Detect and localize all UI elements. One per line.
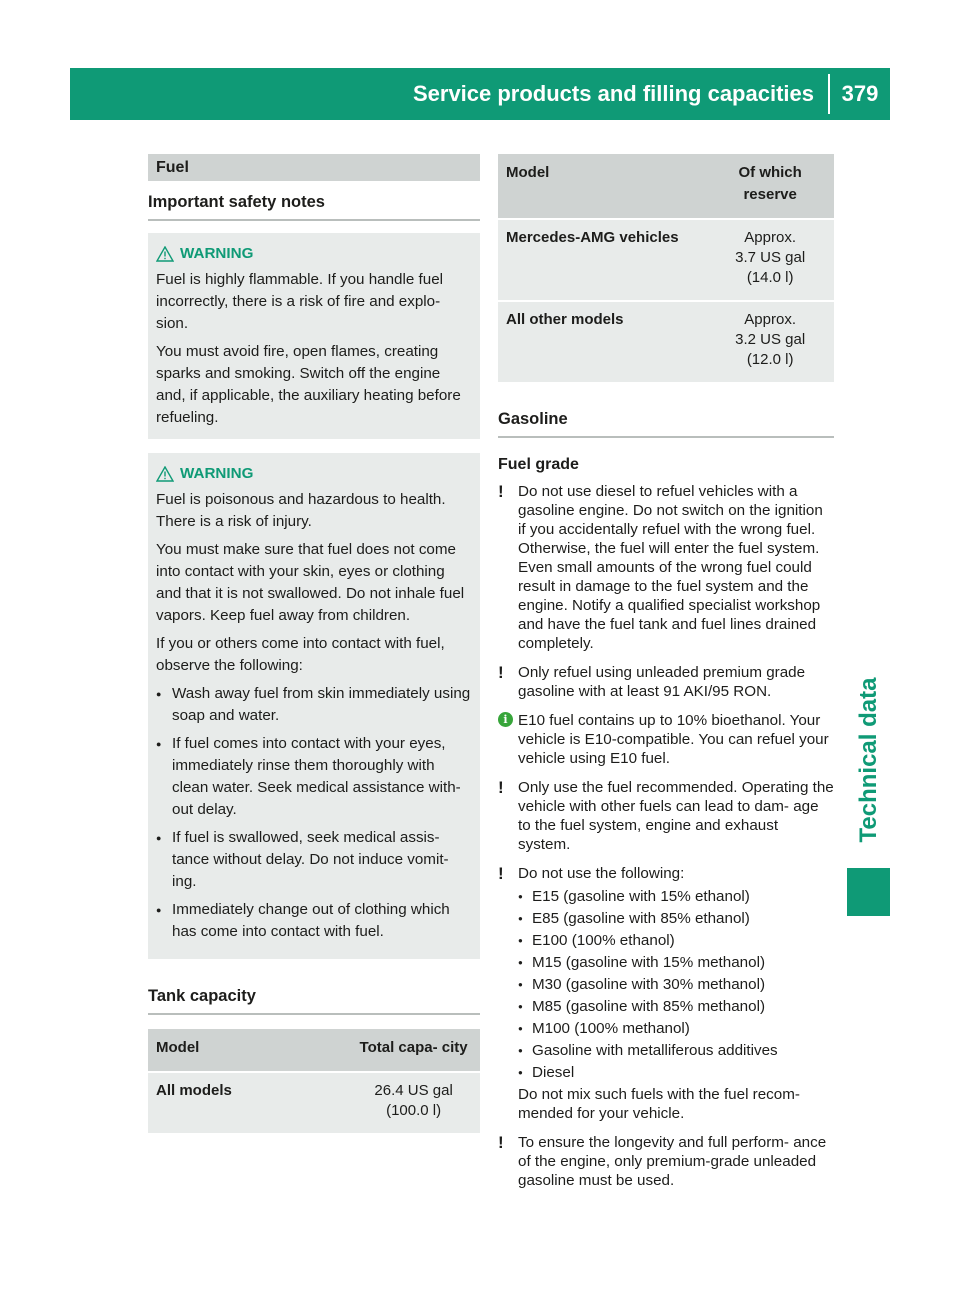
exclamation-icon: ! [498,778,504,797]
warning-text: Fuel is highly flammable. If you handle fuel incorrectly, there is a risk of fire and explo- sion. [156,271,444,332]
notice-text: Only use the fuel recommended. Operating the vehicle with other fuels can lead to dam- age to the fuel system, engine and exhaust system. [518,779,834,853]
column-header-reserve: Of which reserve [706,154,834,218]
exclamation-icon: ! [498,864,504,883]
warning-text: You must avoid fire, open flames, creating sparks and smoking. Switch off the engine and, if applicable, the auxiliary heating before refueling. [156,343,461,426]
value-us-gal: 26.4 US gal [374,1082,453,1099]
tank-capacity-table [148,1027,480,1135]
info-icon: i [498,712,513,727]
list-item: ● M30 (gasoline with 30% methanol) [518,975,834,994]
notice-text: To ensure the longevity and full perform- ance of the engine, only premium-grade unleaded gasoline must be used. [518,1134,827,1189]
section-title: Fuel [148,154,480,181]
value-liters: (14.0 l) [746,269,794,286]
list-item: ● Gasoline with metalliferous additives [518,1041,834,1060]
side-tab [847,640,890,880]
notice-text: Do not use the following: [518,865,685,882]
warning-triangle-icon [156,246,174,262]
row-label: All models [148,1073,347,1133]
column-header-total-capacity: Total capa- city [347,1029,480,1071]
column-header-model: Model [498,154,706,218]
right-column [498,154,834,1200]
exclamation-icon: ! [498,1133,504,1152]
warning-text: If you or others come into contact with fuel, observe the following: [156,635,445,674]
notice-text: Do not mix such fuels with the fuel recom- mended for your vehicle. [518,1086,800,1122]
first-aid-list [156,683,472,943]
warning-label: WARNING [180,465,254,482]
warning-box-poisonous [148,453,480,959]
reserve-table [498,152,834,384]
table-header-row [498,154,834,218]
notice-item [498,778,834,854]
header-title: Service products and filling capacities [412,81,814,106]
row-label: All other models [498,302,706,382]
list-item: ● Immediately change out of clothing which has come into contact with fuel. [156,899,472,943]
prohibited-fuels-list [518,887,834,1082]
notice-item [498,663,834,701]
column-header-model: Model [148,1029,347,1071]
exclamation-icon: ! [498,482,504,501]
info-text: E10 fuel contains up to 10% bioethanol. Your vehicle is E10-compatible. You can refuel your vehicle using E10 fuel. [518,712,829,767]
page-header [70,68,890,120]
list-item: ● E85 (gasoline with 85% ethanol) [518,909,834,928]
list-item: ● If fuel is swallowed, seek medical assis- tance without delay. Do not induce vomit- ing. [156,827,472,893]
notice-text: Do not use diesel to refuel vehicles with a gasoline engine. Do not switch on the ignition if you accidentally refuel with the wrong fuel. Otherwise, the fuel will enter the fuel system. Even small amounts of the wrong fuel could result in damage to the fuel system and the engine. Notify a qualified specialist workshop and have the fuel tank and fuel lines drained completely. [518,483,823,652]
warning-triangle-icon [156,466,174,482]
notice-item [498,482,834,653]
fuel-grade-heading: Fuel grade [498,456,579,473]
notice-item [498,864,834,1123]
list-item: ● M15 (gasoline with 15% methanol) [518,953,834,972]
row-value [706,220,834,300]
side-tab-marker [847,868,890,916]
list-item: ● E15 (gasoline with 15% ethanol) [518,887,834,906]
notice-item [498,1133,834,1190]
page-number: 379 [841,81,879,106]
value-liters: (12.0 l) [746,351,794,368]
list-item: ● M100 (100% methanol) [518,1019,834,1038]
row-label: Mercedes-AMG vehicles [498,220,706,300]
warning-label: WARNING [180,245,254,262]
table-row [498,220,834,300]
list-item: ● If fuel comes into contact with your eyes, immediately rinse them thoroughly with clean water. Seek medical assistance with- out delay. [156,733,472,821]
safety-heading: Important safety notes [148,181,480,221]
table-row [498,302,834,382]
warning-text: You must make sure that fuel does not come into contact with your skin, eyes or clothing and that it is not swallowed. Do not inhale fuel vapors. Keep fuel away from children. [156,541,465,624]
list-item: ● E100 (100% ethanol) [518,931,834,950]
table-header-row [148,1029,480,1071]
notice-text: Only refuel using unleaded premium grade gasoline with at least 91 AKI/95 RON. [518,664,806,700]
list-item: ● Diesel [518,1063,834,1082]
row-value [706,302,834,382]
value-approx: Approx. [744,229,796,246]
tank-capacity-heading: Tank capacity [148,975,480,1015]
list-item: ● Wash away fuel from skin immediately using soap and water. [156,683,472,727]
table-row [148,1073,480,1133]
value-us-gal: 3.2 US gal [735,331,806,348]
value-us-gal: 3.7 US gal [735,249,806,266]
value-approx: Approx. [744,311,796,328]
left-column [148,154,480,1135]
value-liters: (100.0 l) [386,1102,442,1119]
warning-text: Fuel is poisonous and hazardous to health. There is a risk of injury. [156,491,446,530]
row-value [347,1073,480,1133]
exclamation-icon: ! [498,663,504,682]
info-item [498,711,834,768]
list-item: ● M85 (gasoline with 85% methanol) [518,997,834,1016]
warning-box-flammable [148,233,480,439]
gasoline-heading: Gasoline [498,398,834,438]
side-tab-label: Technical data [854,677,882,843]
